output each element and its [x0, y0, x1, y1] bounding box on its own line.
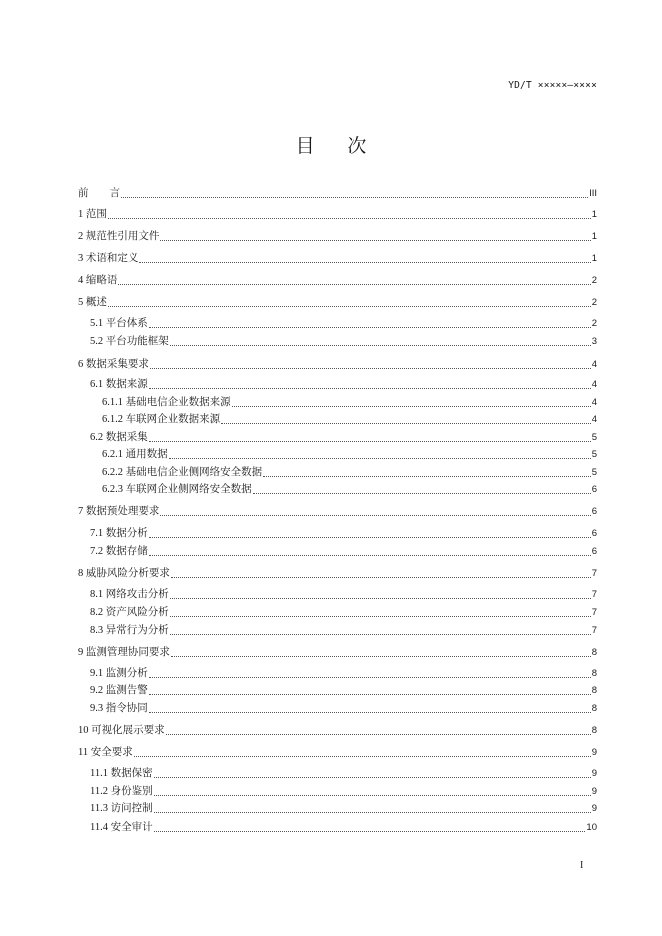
toc-dot-leader — [154, 831, 586, 832]
toc-entry[interactable] — [78, 187, 597, 201]
toc-entry-label: 6.2 数据采集 — [90, 432, 148, 443]
toc-dot-leader — [232, 406, 591, 407]
toc-dot-leader — [171, 656, 591, 657]
toc-entry-label: 11.1 数据保密 — [90, 768, 153, 779]
toc-entry-label: 9.1 监测分析 — [90, 668, 148, 679]
toc-entry-page: III — [589, 188, 597, 199]
toc-entry-page: 9 — [591, 786, 597, 797]
toc-entry[interactable] — [102, 448, 597, 462]
toc-entry-page: 1 — [591, 253, 597, 264]
toc-dot-leader — [149, 694, 591, 695]
toc-dot-leader — [171, 577, 591, 578]
toc-dot-leader — [108, 306, 591, 307]
toc-entry-page: 2 — [591, 318, 597, 329]
toc-entry-label: 11.4 安全审计 — [90, 822, 153, 833]
toc-dot-leader — [149, 677, 591, 678]
toc-entry[interactable] — [78, 230, 597, 244]
toc-entry-page: 10 — [586, 822, 597, 833]
toc-entry[interactable] — [78, 567, 597, 581]
toc-dot-leader — [166, 734, 591, 735]
toc-dot-leader — [160, 515, 590, 516]
toc-entry-page: 6 — [591, 506, 597, 517]
toc-entry-label: 6 数据采集要求 — [78, 359, 149, 370]
toc-entry-label: 8.3 异常行为分析 — [90, 625, 169, 636]
toc-entry[interactable] — [90, 802, 597, 816]
toc-entry-page: 8 — [591, 647, 597, 658]
toc-entry[interactable] — [90, 767, 597, 781]
toc-dot-leader — [170, 634, 591, 635]
toc-entry-page: 9 — [591, 747, 597, 758]
toc-entry[interactable] — [90, 588, 597, 602]
toc-entry-label: 9.2 监测告警 — [90, 685, 148, 696]
toc-entry[interactable] — [90, 317, 597, 331]
toc-entry[interactable] — [90, 667, 597, 681]
toc-entry-page: 9 — [591, 803, 597, 814]
toc-entry-page: 7 — [591, 589, 597, 600]
toc-entry-page: 1 — [591, 209, 597, 220]
toc-entry-label: 6.1 数据来源 — [90, 379, 148, 390]
toc-dot-leader — [134, 756, 591, 757]
toc-dot-leader — [154, 812, 591, 813]
toc-dot-leader — [170, 616, 591, 617]
toc-entry[interactable] — [90, 378, 597, 392]
toc-dot-leader — [154, 777, 591, 778]
toc-entry-label: 9.3 指令协同 — [90, 703, 148, 714]
toc-entry-label: 7.2 数据存储 — [90, 546, 148, 557]
toc-dot-leader — [149, 555, 591, 556]
toc-entry[interactable] — [78, 252, 597, 266]
toc-entry-page: 6 — [591, 528, 597, 539]
toc-entry[interactable] — [102, 483, 597, 497]
toc-entry[interactable] — [78, 646, 597, 660]
toc-entry-label: 7.1 数据分析 — [90, 528, 148, 539]
toc-entry-page: 5 — [591, 467, 597, 478]
toc-entry[interactable] — [90, 545, 597, 559]
toc-dot-leader — [149, 537, 591, 538]
toc-entry-label: 11 安全要求 — [78, 747, 133, 758]
toc-entry-label: 6.1.2 车联网企业数据来源 — [102, 414, 221, 425]
toc-entry-page: 7 — [591, 625, 597, 636]
toc-entry-label: 4 缩略语 — [78, 275, 118, 286]
toc-dot-leader — [160, 240, 590, 241]
toc-dot-leader — [118, 284, 590, 285]
toc-entry-label: 6.2.3 车联网企业侧网络安全数据 — [102, 484, 252, 495]
toc-dot-leader — [263, 476, 591, 477]
toc-entry-label: 3 术语和定义 — [78, 253, 139, 264]
toc-entry[interactable] — [102, 466, 597, 480]
toc-entry-label: 2 规范性引用文件 — [78, 231, 160, 242]
toc-entry-label: 5.2 平台功能框架 — [90, 336, 169, 347]
toc-entry-page: 9 — [591, 768, 597, 779]
toc-entry-page: 8 — [591, 725, 597, 736]
toc-dot-leader — [150, 368, 591, 369]
toc-entry[interactable] — [90, 821, 597, 835]
document-code-header: YD/T ×××××—×××× — [508, 80, 597, 91]
toc-entry-label: 8.1 网络攻击分析 — [90, 589, 169, 600]
toc-entry-label: 6.2.2 基础电信企业侧网络安全数据 — [102, 467, 263, 478]
toc-entry[interactable] — [78, 505, 597, 519]
toc-entry[interactable] — [90, 335, 597, 349]
page-title: 目 次 — [295, 136, 381, 157]
toc-entry-page: 6 — [591, 484, 597, 495]
toc-dot-leader — [139, 262, 590, 263]
toc-entry[interactable] — [78, 274, 597, 288]
page-number: I — [580, 860, 584, 871]
toc-entry-label: 7 数据预处理要求 — [78, 506, 160, 517]
toc-dot-leader — [149, 327, 591, 328]
toc-entry-page: 5 — [591, 432, 597, 443]
toc-entry[interactable] — [102, 413, 597, 427]
toc-entry-label: 8.2 资产风险分析 — [90, 607, 169, 618]
toc-entry-page: 7 — [591, 568, 597, 579]
toc-dot-leader — [108, 218, 591, 219]
toc-entry-label: 5 概述 — [78, 297, 107, 308]
toc-entry-label: 11.2 身份鉴别 — [90, 786, 153, 797]
toc-entry[interactable] — [90, 785, 597, 799]
toc-dot-leader — [154, 795, 591, 796]
toc-entry[interactable] — [90, 606, 597, 620]
toc-dot-leader — [149, 441, 591, 442]
toc-dot-leader — [169, 458, 591, 459]
toc-entry[interactable] — [90, 702, 597, 716]
toc-entry-page: 3 — [591, 336, 597, 347]
toc-entry-page: 2 — [591, 297, 597, 308]
toc-entry-page: 7 — [591, 607, 597, 618]
toc-entry-page: 1 — [591, 231, 597, 242]
toc-dot-leader — [221, 423, 591, 424]
toc-dot-leader — [121, 197, 588, 198]
toc-entry-label: 6.1.1 基础电信企业数据来源 — [102, 397, 231, 408]
toc-dot-leader — [170, 345, 591, 346]
toc-entry-page: 8 — [591, 703, 597, 714]
toc-entry-page: 5 — [591, 449, 597, 460]
toc-entry[interactable] — [78, 358, 597, 372]
toc-entry[interactable] — [78, 208, 597, 222]
toc-entry-page: 8 — [591, 668, 597, 679]
toc-entry-label: 8 威胁风险分析要求 — [78, 568, 170, 579]
toc-entry-label: 1 范围 — [78, 209, 107, 220]
toc-entry-page: 4 — [591, 379, 597, 390]
toc-entry-label: 9 监测管理协同要求 — [78, 647, 170, 658]
toc-entry[interactable] — [90, 527, 597, 541]
toc-entry[interactable] — [78, 746, 597, 760]
toc-entry-label: 5.1 平台体系 — [90, 318, 148, 329]
toc-entry-page: 4 — [591, 397, 597, 408]
toc-dot-leader — [170, 598, 591, 599]
toc-entry-page: 4 — [591, 414, 597, 425]
toc-entry-page: 2 — [591, 275, 597, 286]
toc-dot-leader — [149, 712, 591, 713]
toc-entry-page: 8 — [591, 685, 597, 696]
toc-dot-leader — [149, 388, 591, 389]
toc-entry[interactable] — [78, 296, 597, 310]
toc-entry-page: 4 — [591, 359, 597, 370]
toc-entry[interactable] — [78, 724, 597, 738]
toc-entry-label: 前 言 — [78, 188, 120, 199]
toc-dot-leader — [253, 493, 591, 494]
toc-entry[interactable] — [102, 396, 597, 410]
toc-entry[interactable] — [90, 624, 597, 638]
toc-entry[interactable] — [90, 684, 597, 698]
toc-entry-page: 6 — [591, 546, 597, 557]
toc-entry-label: 10 可视化展示要求 — [78, 725, 165, 736]
toc-entry[interactable] — [90, 431, 597, 445]
toc-entry-label: 11.3 访问控制 — [90, 803, 153, 814]
toc-entry-label: 6.2.1 通用数据 — [102, 449, 168, 460]
